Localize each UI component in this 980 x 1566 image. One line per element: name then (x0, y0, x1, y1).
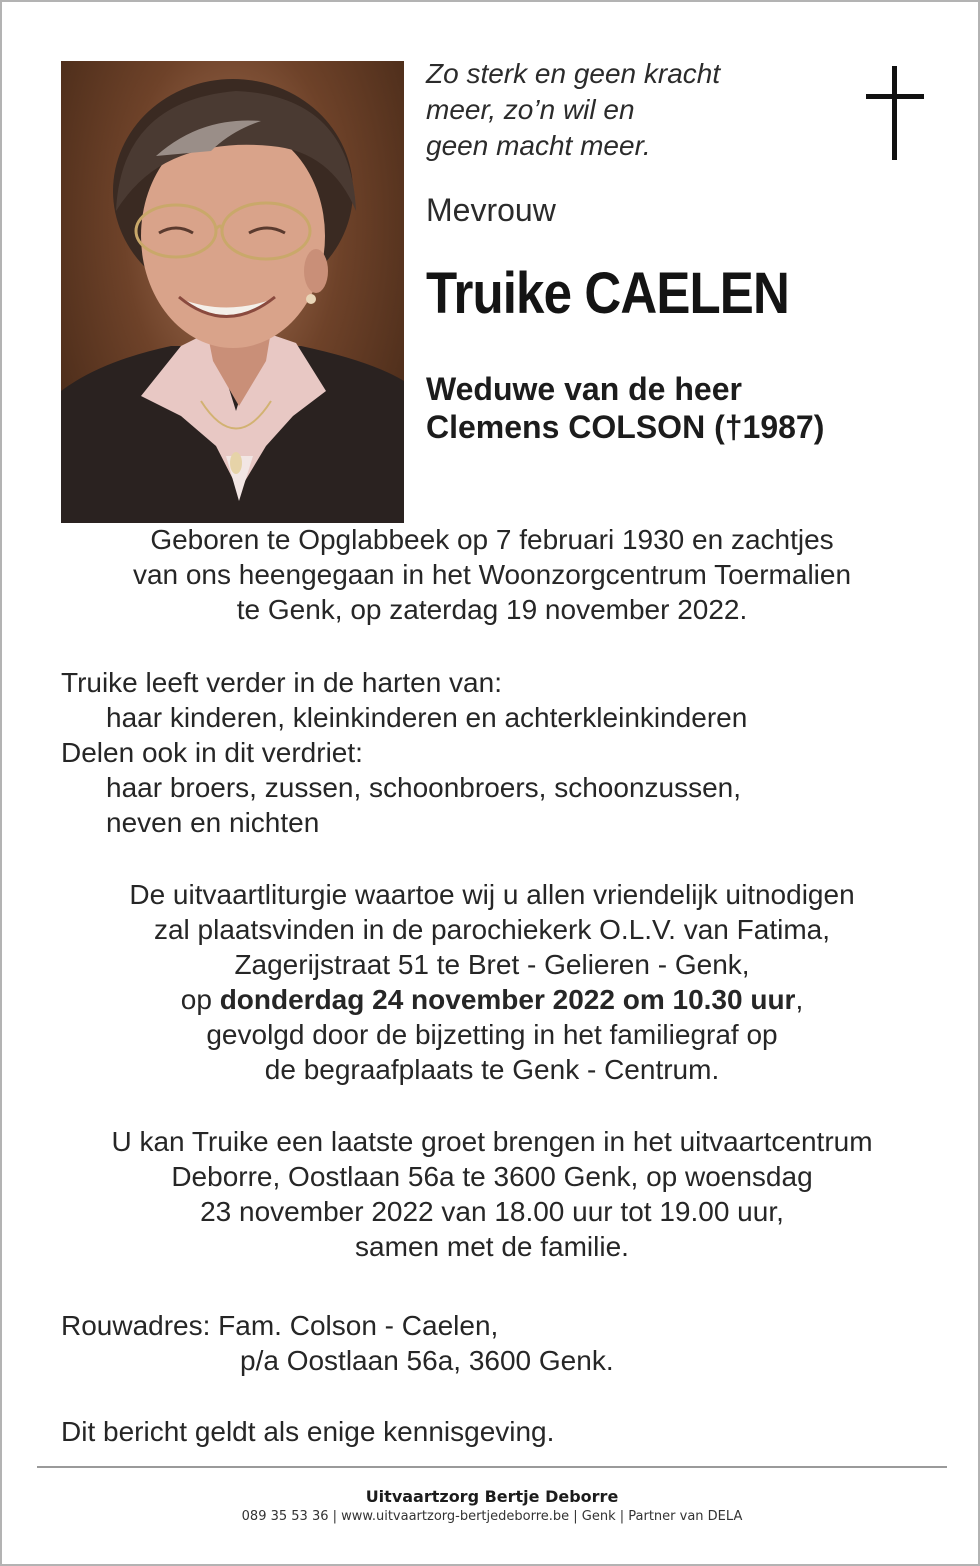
funeral-home-name: Uitvaartzorg Bertje Deborre (365, 1487, 619, 1506)
spouse-line: Clemens COLSON (†1987) (426, 409, 825, 445)
funeral-home-contact: 089 35 53 36 | www.uitvaartzorg-bertjedeborre.be | Genk | Partner van DELA (241, 1509, 743, 1524)
family-members: haar kinderen, kleinkinderen en achterkleinkinderen (106, 702, 748, 733)
text-line: Geboren te Opglabbeek op 7 februari 1930 en zachtjes (150, 524, 834, 555)
birth-death-info (2, 522, 980, 627)
text-fragment: op (180, 984, 220, 1015)
funeral-info (2, 877, 980, 1087)
text-line: samen met de familie. (355, 1231, 629, 1262)
text-line: te Genk, op zaterdag 19 november 2022. (236, 594, 748, 625)
text-line: de begraafplaats te Genk - Centrum. (264, 1054, 720, 1085)
funeral-date-line (2, 982, 980, 1017)
text-line: zal plaatsvinden in de parochiekerk O.L.V. van Fatima, (153, 914, 830, 945)
visitation-info (2, 1124, 980, 1264)
memorial-poem (426, 56, 720, 164)
text-line: van ons heengegaan in het Woonzorgcentrum Toermalien (132, 559, 852, 590)
address-line: Rouwadres: Fam. Colson - Caelen, (61, 1310, 499, 1341)
spouse-line: Weduwe van de heer (426, 371, 742, 407)
cross-icon (866, 66, 924, 160)
deceased-name: Truike CAELEN (426, 261, 789, 326)
text-fragment: , (795, 984, 804, 1015)
address-line: p/a Oostlaan 56a, 3600 Genk. (240, 1345, 614, 1376)
poem-line: Zo sterk en geen kracht (426, 58, 721, 89)
text-line: 23 november 2022 van 18.00 uur tot 19.00 uur, (200, 1196, 784, 1227)
poem-line: meer, zo’n wil en (426, 94, 635, 125)
text-line: gevolgd door de bijzetting in het familiegraf op (206, 1019, 778, 1050)
family-section (61, 665, 961, 840)
funeral-datetime: donderdag 24 november 2022 om 10.30 uur (219, 984, 796, 1015)
family-heading: Delen ook in dit verdriet: (61, 737, 363, 768)
footer-divider (37, 1466, 947, 1468)
text-line: Deborre, Oostlaan 56a te 3600 Genk, op woensdag (171, 1161, 813, 1192)
text-line: Zagerijstraat 51 te Bret - Gelieren - Genk, (234, 949, 750, 980)
text-line: U kan Truike een laatste groet brengen in het uitvaartcentrum (111, 1126, 873, 1157)
notice-text: Dit bericht geldt als enige kennisgeving. (61, 1416, 555, 1447)
salutation: Mevrouw (426, 192, 556, 228)
spouse-info (426, 370, 824, 446)
family-heading: Truike leeft verder in de harten van: (61, 667, 502, 698)
family-members: neven en nichten (106, 807, 320, 838)
mourning-address (61, 1308, 961, 1378)
family-members: haar broers, zussen, schoonbroers, schoonzussen, (106, 772, 742, 803)
text-line: De uitvaartliturgie waartoe wij u allen vriendelijk uitnodigen (129, 879, 855, 910)
portrait-photo (61, 61, 404, 523)
poem-line: geen macht meer. (426, 130, 651, 161)
